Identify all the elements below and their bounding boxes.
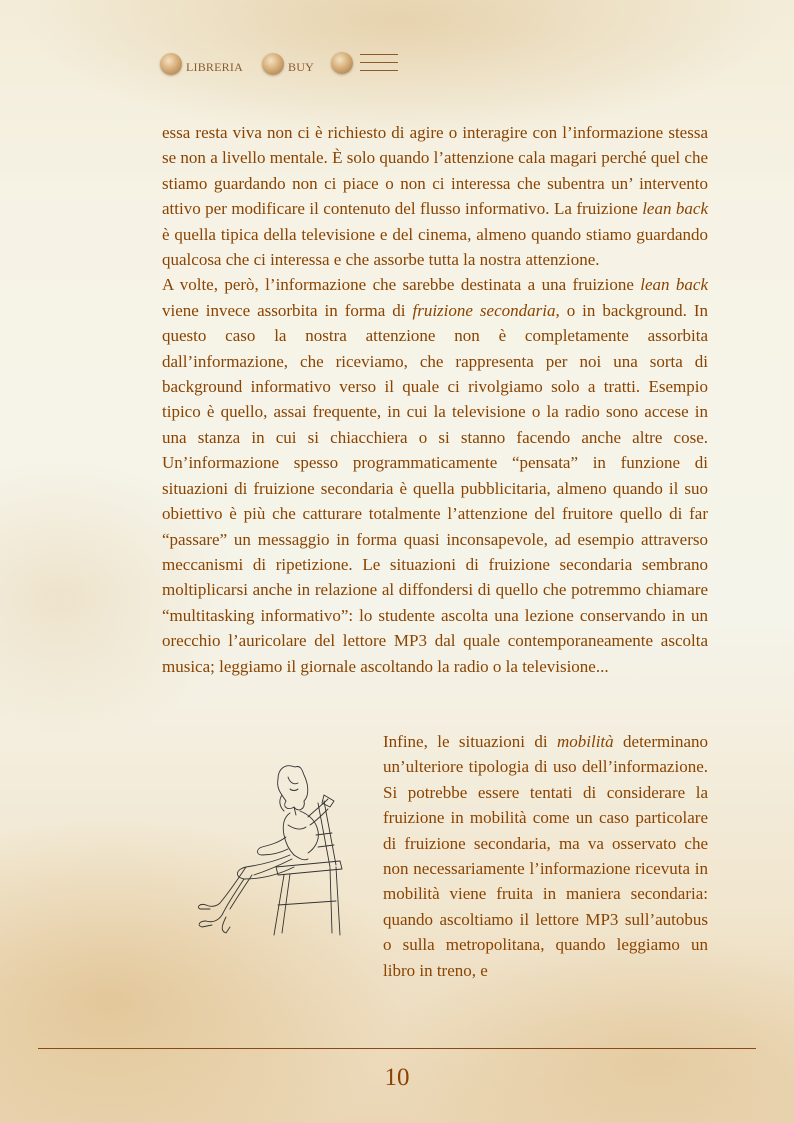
paragraph: Infine, le situazioni di mobilità determinano un’ulteriore tipologia di uso dell’informazione. Si potrebbe essere tentati di considerare la fruizione in mobilità come un caso particolare di fruizione secondaria, ma va osservato che non necessariamente l’informazione ricevuta in mobilità viene fruita in maniera secondaria: quando ascoltiamo il lettore MP3 sull’autobus o sulla metropolitana, quando leggiamo un libro in treno, e — [383, 732, 709, 980]
bullet-ball-icon — [331, 52, 353, 74]
main-text — [162, 120, 708, 679]
nav-buy-label: BUY — [288, 60, 314, 74]
nav-buy[interactable] — [262, 52, 314, 75]
nav-libreria[interactable] — [160, 52, 243, 75]
menu-lines-icon[interactable] — [360, 54, 398, 76]
woman-on-chair-illustration — [190, 755, 350, 940]
page-number: 10 — [384, 1064, 410, 1091]
bullet-ball-icon — [262, 53, 284, 75]
nav-libreria-label: LIBRERIA — [186, 60, 243, 74]
paragraph: essa resta viva non ci è richiesto di agire o interagire con l’informazione stessa se non a livello mentale. È solo quando l’attenzione cala magari perché quel che stiamo guardando non ci piace o non ci interessa che subentra un’ intervento attivo per modificare il contenuto del flusso informativo. La fruizione lean back è quella tipica della televisione e del cinema, almeno quando stiamo guardando qualcosa che ci interessa e che assorbe tutta la nostra attenzione. — [162, 123, 709, 270]
paragraph: A volte, però, l’informazione che sarebbe destinata a una fruizione lean back viene invece assorbita in forma di fruizione secondaria, o in background. In questo caso la nostra attenzione non è completamente assorbita dall’informazione, che riceviamo, che rappresenta per noi una sorta di background informativo verso il quale ci rivolgiamo solo a tratti. Esempio tipico è quello, assai frequente, in cui la televisione o la radio sono accese in una stanza in cui si chiacchiera o si stanno facendo anche altre cose. Un’informazione spesso programmaticamente “pensata” in funzione di situazioni di fruizione secondaria è quella pubblicitaria, almeno quando il suo obiettivo è più che catturare totalmente l’attenzione del fruitore quello di far “passare” un messaggio in forma quasi inconsapevole, ad esempio attraverso meccanismi di ripetizione. Le situazioni di fruizione secondaria sembrano moltiplicarsi anche in relazione al diffondersi di quello che potremmo chiamare “multitasking informativo”: lo studente ascolta una lezione conservando in un orecchio l’auricolare del lettore MP3 dal quale contemporaneamente ascolta musica; leggiamo il giornale ascoltando la radio o la televisione... — [162, 275, 709, 676]
footer-divider — [38, 1048, 756, 1049]
bullet-ball-icon — [160, 53, 182, 75]
nav-menu[interactable] — [331, 52, 353, 74]
indented-text — [383, 729, 708, 983]
